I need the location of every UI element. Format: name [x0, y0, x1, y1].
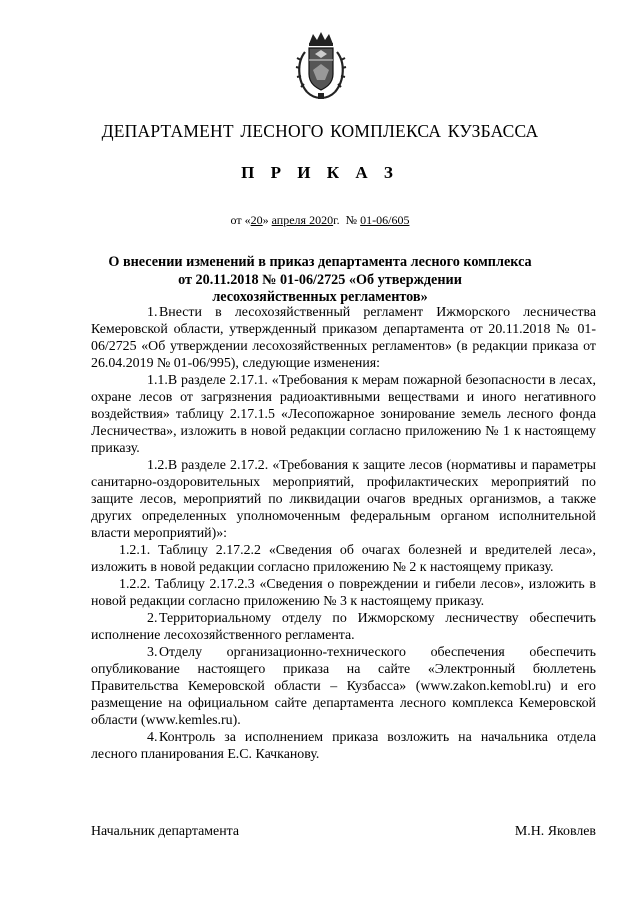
paragraph-number: 1.2.1. — [119, 543, 151, 558]
order-day: 20 — [250, 213, 263, 227]
paragraph — [91, 610, 596, 644]
order-body — [91, 304, 596, 763]
paragraph-number: 4. — [147, 730, 158, 745]
order-subject — [60, 254, 580, 307]
paragraph — [91, 644, 596, 729]
paragraph-text: Отделу организационно-технического обеспечения обеспечить опубликование настоящего приказа на сайте «Электронный бюллетень Правительства Кемеровской области – Кузбасса» (www.zakon.kemobl.ru) и его размещение на официальном сайте департамента лесного комплекса Кемеровской области (www.kemles.ru). — [91, 645, 596, 728]
paragraph-text: В разделе 2.17.1. «Требования к мерам пожарной безопасности в лесах, охране лесов от загрязнения радиоактивными веществами и иного негативного воздействия» таблицу 2.17.1.5 «Лесопожарное зонирование земель лесного фонда Лесничества», изложить в новой редакции согласно приложению № 1 к настоящему приказу. — [91, 373, 596, 456]
paragraph-text: Территориальному отделу по Ижморскому лесничеству обеспечить исполнение лесохозяйственного регламента. — [91, 611, 596, 643]
signature-block — [91, 824, 596, 840]
subject-line: О внесении изменений в приказ департамента лесного комплекса — [108, 254, 532, 270]
subject-line: лесохозяйственных регламентов» — [212, 289, 428, 305]
paragraph-number: 1.2. — [147, 458, 168, 473]
paragraph-text: Внести в лесохозяйственный регламент Ижморского лесничества Кемеровской области, утвержденный приказом департамента от 20.11.2018 № 01-06/2725 «Об утверждении лесохозяйственных регламентов» (в редакции приказа от 26.04.2019 № 01-06/995), следующие изменения: — [91, 305, 596, 371]
subject-line: от 20.11.2018 № 01-06/2725 «Об утверждении — [178, 271, 462, 288]
paragraph-text: Таблицу 2.17.2.2 «Сведения об очагах болезней и вредителей леса», изложить в новой редакции согласно приложению № 2 к настоящему приказу. — [91, 543, 596, 575]
order-from-label: от « — [230, 213, 251, 227]
order-day-close: » — [262, 213, 269, 227]
paragraph — [91, 304, 596, 372]
paragraph-text: Таблицу 2.17.2.3 «Сведения о повреждении и гибели лесов», изложить в новой редакции согласно приложению № 3 к настоящему приказу. — [91, 577, 596, 609]
department-name: ДЕПАРТАМЕНТ ЛЕСНОГО КОМПЛЕКСА КУЗБАССА — [101, 121, 539, 141]
coat-of-arms-icon — [295, 30, 347, 102]
paragraph-text: Контроль за исполнением приказа возложить на начальника отдела лесного планирования Е.С. Качканову. — [91, 730, 596, 762]
paragraph — [91, 372, 596, 457]
paragraph-number: 1.1. — [147, 373, 168, 388]
order-number: 01-06/605 — [360, 213, 410, 227]
signatory-position: Начальник департамента — [91, 824, 240, 839]
signatory-name: М.Н. Яковлев — [514, 824, 596, 839]
paragraph — [91, 729, 596, 763]
paragraph-text: В разделе 2.17.2. «Требования к защите лесов (нормативы и параметры санитарно-оздоровительных мероприятий, профилактических мероприятий по защите лесов, мероприятий по ликвидации очагов вредных организмов, а также других определенных уполномоченным федеральным органом исполнительной власти мероприятий)»: — [91, 458, 596, 541]
paragraph-number: 2. — [147, 611, 158, 626]
document-type: П Р И К А З — [241, 163, 399, 182]
paragraph-number: 1.2.2. — [119, 577, 151, 592]
paragraph-number: 1. — [147, 305, 158, 320]
order-month-year: апреля 2020 — [271, 213, 334, 227]
paragraph — [91, 542, 596, 576]
order-date-number — [0, 213, 640, 228]
order-year-suffix: г. — [333, 213, 340, 227]
paragraph-number: 3. — [147, 645, 158, 660]
paragraph — [91, 576, 596, 610]
order-number-label: № — [345, 213, 358, 227]
paragraph — [91, 457, 596, 542]
